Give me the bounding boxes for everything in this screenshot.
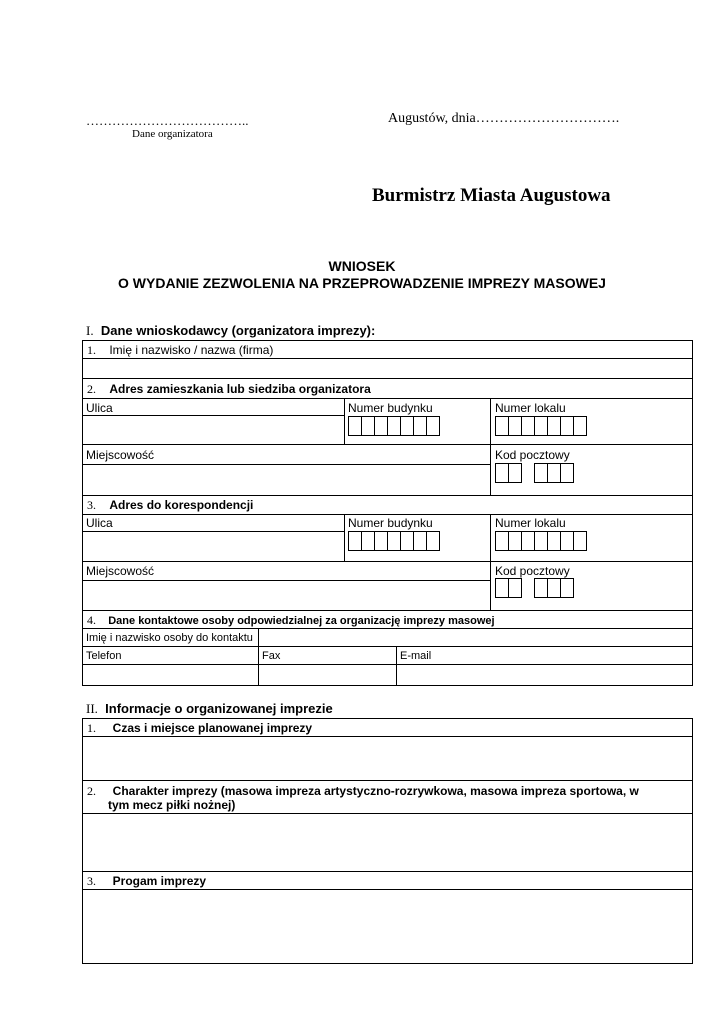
organizer-dots: ……………………………….. [86,113,249,128]
email-field[interactable] [396,664,693,686]
contact-name-label: Imię i nazwisko osoby do kontaktu [82,628,259,647]
name-field[interactable] [82,358,693,379]
event-time-place-field[interactable] [82,736,693,781]
postal-code-boxes[interactable] [495,463,574,483]
address-header-row: 2. Adres zamieszkania lub siedziba organizatora [82,378,693,399]
corr-postal-code-boxes[interactable] [495,578,574,598]
event-time-place-label-row: 1. Czas i miejsce planowanej imprezy [82,718,693,737]
apartment-number-field[interactable]: Numer lokalu [490,398,693,445]
title-line1: WNIOSEK [328,258,396,274]
section1-heading: I. Dane wnioskodawcy (organizatora imprezy): [86,323,376,338]
title-line2: O WYDANIE ZEZWOLENIA NA PRZEPROWADZENIE IMPREZY MASOWEJ [118,275,606,291]
event-type-label-row: 2. Charakter imprezy (masowa impreza artystyczno-rozrywkowa, masowa impreza sportowa, w tym mecz piłki nożnej) [82,780,693,814]
phone-field[interactable] [82,664,259,686]
building-number-boxes[interactable] [348,416,440,436]
organizer-caption: Dane organizatora [132,128,213,140]
contact-name-field[interactable] [258,628,693,647]
apartment-number-boxes[interactable] [495,416,587,436]
building-number-field[interactable]: Numer budynku [344,398,491,445]
contact-header-row: 4. Dane kontaktowe osoby odpowiedzialnej za organizację imprezy masowej [82,610,693,629]
corr-city-field[interactable]: Miejscowość [82,561,491,611]
email-label: E-mail [396,646,693,665]
corr-building-number-field[interactable]: Numer budynku [344,514,491,562]
event-program-field[interactable] [82,889,693,964]
fax-label: Fax [258,646,397,665]
corr-street-field[interactable]: Ulica [82,514,345,562]
postal-code-field[interactable]: Kod pocztowy [490,444,693,496]
phone-label: Telefon [82,646,259,665]
name-label-row: 1. Imię i nazwisko / nazwa (firma) [82,340,693,359]
section2-heading: II. Informacje o organizowanej imprezie [86,701,333,716]
street-field[interactable]: Ulica [82,398,345,445]
corr-building-number-boxes[interactable] [348,531,440,551]
event-program-label-row: 3. Progam imprezy [82,871,693,890]
fax-field[interactable] [258,664,397,686]
addressee: Burmistrz Miasta Augustowa [372,185,611,206]
corr-apartment-number-field[interactable]: Numer lokalu [490,514,693,562]
event-type-field[interactable] [82,813,693,872]
corr-postal-code-field[interactable]: Kod pocztowy [490,561,693,611]
city-field[interactable]: Miejscowość [82,444,491,496]
corr-apartment-number-boxes[interactable] [495,531,587,551]
correspondence-header-row: 3. Adres do korespondencji [82,495,693,515]
place-date: Augustów, dnia…………………………. [388,111,620,126]
